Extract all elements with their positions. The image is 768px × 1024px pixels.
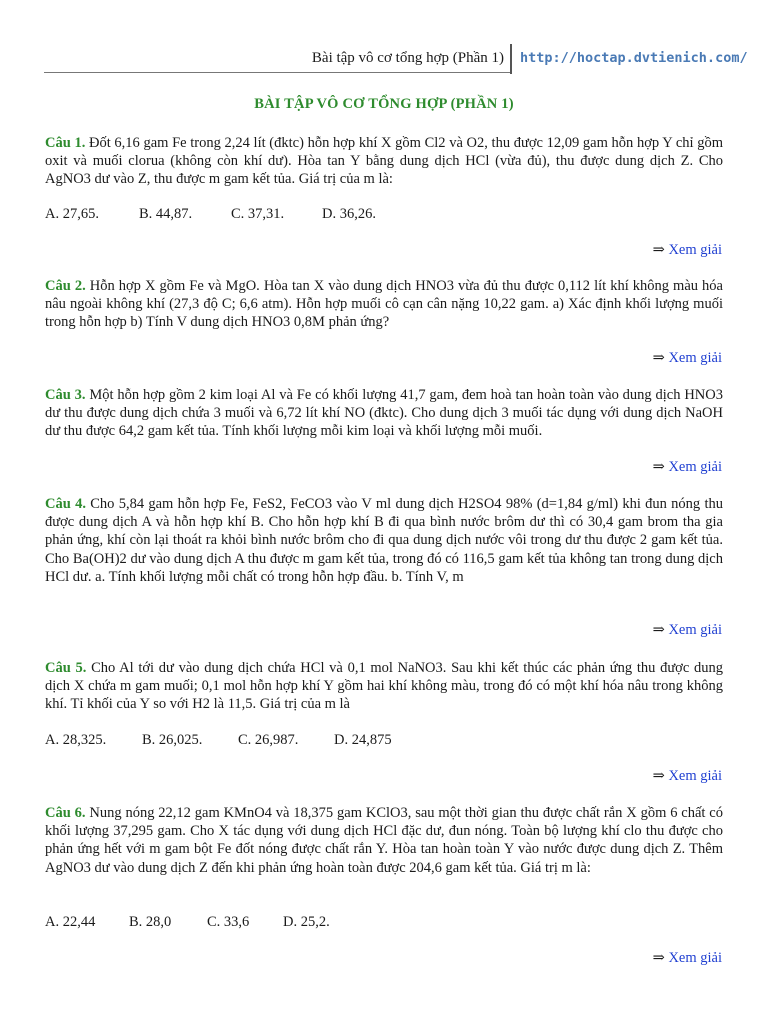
arrow-right-icon: ⇒ [652, 350, 665, 366]
question-label: Câu 1. [45, 135, 86, 151]
page-header [0, 44, 768, 76]
xem-giai-link[interactable]: Xem giải [668, 950, 722, 966]
solution-link-4[interactable] [653, 622, 722, 639]
xem-giai-link[interactable]: Xem giải [668, 350, 722, 366]
arrow-right-icon: ⇒ [652, 768, 665, 784]
answer-d: D. 24,875 [334, 732, 392, 748]
xem-giai-link[interactable]: Xem giải [668, 459, 722, 475]
arrow-right-icon: ⇒ [652, 950, 665, 966]
question-text: Nung nóng 22,12 gam KMnO4 và 18,375 gam KClO3, sau một thời gian thu được chất rắn X gồm 6 chất có khối lượng 37,295 gam. Cho X tác dụng với dung dịch HCl đặc dư, đun nóng. Toàn bộ lượng khí clo thu được cho phản ứng hết với m gam bột Fe đốt nóng được chất rắn Y. Hòa tan hoàn toàn Y vào nước được dung dịch Z. Thêm AgNO3 dư vào dung dịch Z đến khi phản ứng hoàn toàn được 204,6 gam kết tủa. Giá trị m là: [45, 805, 723, 876]
question-3 [45, 386, 723, 441]
question-1 [45, 134, 723, 189]
arrow-right-icon: ⇒ [652, 622, 665, 638]
answer-a: A. 22,44 [45, 914, 96, 930]
question-label: Câu 2. [45, 278, 86, 294]
answer-c: C. 33,6 [207, 914, 250, 930]
question-2 [45, 277, 723, 332]
answer-b: B. 44,87. [139, 206, 193, 222]
answer-c: C. 37,31. [231, 206, 285, 222]
xem-giai-link[interactable]: Xem giải [668, 622, 722, 638]
question-text: Đốt 6,16 gam Fe trong 2,24 lít (đktc) hỗn hợp khí X gồm Cl2 và O2, thu được 12,09 gam hỗn hợp Y chỉ gồm oxit và muối clorua (không còn khí dư). Hòa tan Y bằng dung dịch HCl (vừa đủ), thu được dung dịch Z. Cho AgNO3 dư vào Z, thu được m gam kết tủa. Giá trị của m là: [45, 135, 723, 188]
question-6 [45, 804, 723, 877]
header-url-link[interactable]: http://hoctap.dvtienich.com/ [520, 50, 748, 66]
answers-5 [45, 732, 392, 749]
document-title: BÀI TẬP VÔ CƠ TỔNG HỢP (PHẦN 1) [254, 96, 514, 112]
xem-giai-link[interactable]: Xem giải [668, 242, 722, 258]
answer-b: B. 26,025. [142, 732, 203, 748]
answers-1 [45, 206, 376, 223]
answer-d: D. 25,2. [283, 914, 330, 930]
solution-link-3[interactable] [653, 459, 722, 476]
solution-link-5[interactable] [653, 768, 722, 785]
question-label: Câu 6. [45, 805, 86, 821]
answer-d: D. 36,26. [322, 206, 376, 222]
question-text: Cho Al tới dư vào dung dịch chứa HCl và 0,1 mol NaNO3. Sau khi kết thúc các phản ứng thu được dung dịch X chứa m gam muối; 0,1 mol hỗn hợp khí Y gồm hai khí không màu, trong đó có một khí hóa nâu trong không khí. Tỉ khối của Y so với H2 là 11,5. Giá trị của m là [45, 660, 723, 713]
header-title: Bài tập vô cơ tổng hợp (Phần 1) [311, 50, 504, 66]
header-rule [44, 72, 510, 73]
arrow-right-icon: ⇒ [652, 242, 665, 258]
answer-a: A. 28,325. [45, 732, 107, 748]
arrow-right-icon: ⇒ [652, 459, 665, 475]
question-text: Hỗn hợp X gồm Fe và MgO. Hòa tan X vào dung dịch HNO3 vừa đủ thu được 0,112 lít khí không màu hóa nâu ngoài không khí (27,3 độ C; 6,6 atm). Hỗn hợp muối cô cạn cân nặng 10,22 gam. a) Xác định khối lượng muối trong hỗn hợp b) Tính V dung dịch HNO3 0,8M phản ứng? [45, 278, 723, 331]
answer-b: B. 28,0 [129, 914, 172, 930]
answer-c: C. 26,987. [238, 732, 299, 748]
answers-6 [45, 914, 330, 931]
solution-link-1[interactable] [653, 242, 722, 259]
answer-a: A. 27,65. [45, 206, 99, 222]
question-4 [45, 495, 723, 586]
question-5 [45, 659, 723, 714]
question-text: Cho 5,84 gam hỗn hợp Fe, FeS2, FeCO3 vào V ml dung dịch H2SO4 98% (d=1,84 g/ml) khi đun nóng thu được dung dịch A và hỗn hợp khí B. Cho hỗn hợp khí B đi qua bình nước brôm dư thì có 30,4 gam brom tha gia phản ứng, khí còn lại thoát ra khỏi bình nước brôm cho đi qua dung dịch nước vôi trong dư thu được 2 gam kết tủa. Cho Ba(OH)2 dư vào dung dịch A thu được m gam kết tủa, trong đó có 116,5 gam kết tủa không tan trong dung dịch HCl dư. a. Tính khối lượng mỗi chất có trong hỗn hợp đầu. b. Tính V, m [45, 496, 723, 585]
solution-link-6[interactable] [653, 950, 722, 967]
header-separator [510, 44, 512, 74]
question-label: Câu 3. [45, 387, 86, 403]
question-text: Một hỗn hợp gồm 2 kim loại Al và Fe có khối lượng 41,7 gam, đem hoà tan hoàn toàn vào dung dịch HNO3 dư thu được dung dịch chứa 3 muối và 6,72 lít khí NO (đktc). Cho dung dịch 3 muối tác dụng với dung dịch NaOH dư thu được 64,2 gam kết tủa. Tính khối lượng mỗi kim loại và khối lượng mỗi muối. [45, 387, 723, 440]
question-label: Câu 4. [45, 496, 86, 512]
xem-giai-link[interactable]: Xem giải [668, 768, 722, 784]
solution-link-2[interactable] [653, 350, 722, 367]
question-label: Câu 5. [45, 660, 87, 676]
